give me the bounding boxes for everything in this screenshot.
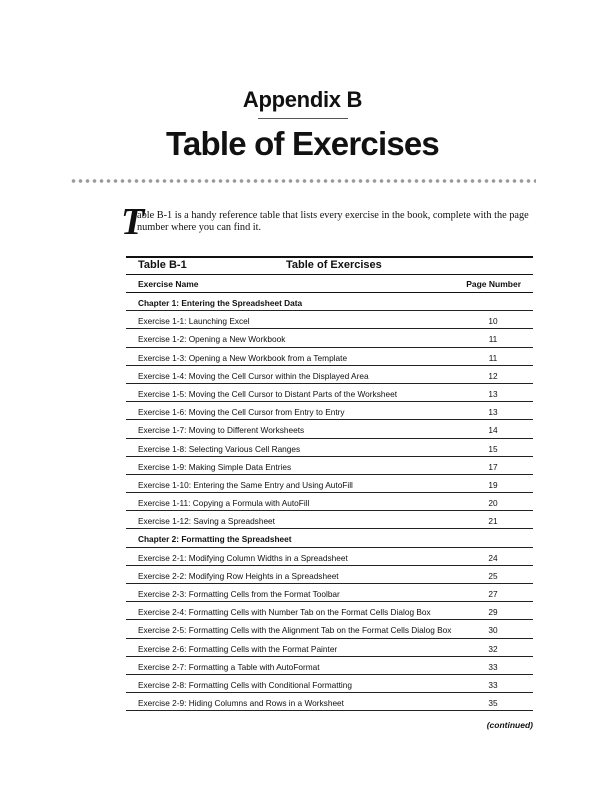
continued-note: (continued) bbox=[486, 720, 533, 730]
table-row bbox=[126, 511, 533, 529]
page-number: 24 bbox=[488, 552, 498, 563]
table-row bbox=[126, 639, 533, 657]
page-number: 27 bbox=[488, 589, 498, 599]
column-header-page-number: Page Number bbox=[466, 279, 521, 289]
appendix-underline bbox=[258, 118, 348, 119]
exercise-name: Exercise 1-3: Opening a New Workbook from a Template bbox=[138, 352, 348, 363]
column-header-exercise-name: Exercise Name bbox=[138, 279, 199, 289]
exercise-name: Exercise 1-5: Moving the Cell Cursor to Distant Parts of the Worksheet bbox=[138, 388, 397, 399]
intro-paragraph bbox=[121, 201, 536, 243]
table-row bbox=[126, 348, 533, 366]
page-number: 14 bbox=[488, 425, 498, 436]
exercise-name: Exercise 2-1: Modifying Column Widths in a Spreadsheet bbox=[138, 552, 348, 563]
page-number: 15 bbox=[488, 443, 498, 454]
page-number: 33 bbox=[488, 679, 498, 690]
page-number: 21 bbox=[488, 516, 498, 527]
page-number: 12 bbox=[488, 370, 498, 381]
page-number: 13 bbox=[488, 407, 498, 418]
table-caption bbox=[126, 259, 533, 274]
exercise-name: Exercise 2-6: Formatting Cells with the Format Painter bbox=[138, 643, 338, 654]
table-row bbox=[126, 402, 533, 420]
table-row bbox=[126, 584, 533, 602]
table-row bbox=[126, 657, 533, 675]
page-number: 32 bbox=[488, 643, 498, 654]
table-column-headers bbox=[126, 275, 533, 292]
dotted-divider bbox=[70, 179, 536, 183]
table-row bbox=[126, 366, 533, 384]
exercise-name: Exercise 1-11: Copying a Formula with AutoFill bbox=[138, 498, 310, 509]
table-row bbox=[126, 602, 533, 620]
page-number: 17 bbox=[488, 461, 498, 472]
table-row bbox=[126, 311, 533, 329]
exercise-name: Exercise 2-8: Formatting Cells with Conditional Formatting bbox=[138, 679, 352, 690]
page-number: 19 bbox=[488, 479, 498, 490]
exercise-name: Exercise 1-1: Launching Excel bbox=[138, 316, 250, 327]
table-row bbox=[126, 548, 533, 566]
chapter-heading: Chapter 2: Formatting the Spreadsheet bbox=[138, 534, 292, 545]
page-number: 35 bbox=[488, 698, 498, 709]
page-number: 13 bbox=[488, 388, 498, 399]
table-number: Table B-1 bbox=[138, 259, 187, 271]
exercise-name: Exercise 1-4: Moving the Cell Cursor within the Displayed Area bbox=[138, 370, 369, 381]
page-number: 11 bbox=[488, 352, 498, 363]
appendix-label: Appendix B bbox=[242, 87, 363, 112]
intro-text: able B-1 is a handy reference table that lists every exercise in the book, complete with the page number where you can find it. bbox=[137, 210, 529, 233]
exercise-name: Exercise 1-12: Saving a Spreadsheet bbox=[138, 516, 275, 527]
table-row bbox=[126, 420, 533, 438]
table-row bbox=[126, 675, 533, 693]
table-row bbox=[126, 693, 533, 711]
table-top-rule bbox=[126, 256, 533, 258]
exercise-name: Exercise 2-7: Formatting a Table with AutoFormat bbox=[138, 661, 320, 672]
exercise-name: Exercise 2-3: Formatting Cells from the Format Toolbar bbox=[138, 589, 340, 599]
exercise-name: Exercise 1-10: Entering the Same Entry and Using AutoFill bbox=[138, 479, 353, 490]
table-row bbox=[126, 384, 533, 402]
page-number: 20 bbox=[488, 498, 498, 509]
exercise-name: Exercise 1-6: Moving the Cell Cursor from Entry to Entry bbox=[138, 407, 345, 418]
exercise-name: Exercise 1-2: Opening a New Workbook bbox=[138, 334, 286, 345]
exercise-name: Exercise 2-4: Formatting Cells with Number Tab on the Format Cells Dialog Box bbox=[138, 607, 431, 618]
page-number: 33 bbox=[488, 661, 498, 672]
page-number: 11 bbox=[488, 334, 498, 345]
exercise-name: Exercise 1-7: Moving to Different Worksheets bbox=[138, 425, 305, 436]
table-row bbox=[126, 620, 533, 638]
exercise-name: Exercise 1-9: Making Simple Data Entries bbox=[138, 461, 292, 472]
chapter-heading: Chapter 1: Entering the Spreadsheet Data bbox=[138, 298, 303, 308]
chapter-heading-row bbox=[126, 529, 533, 547]
table-body bbox=[126, 293, 533, 711]
page-number: 29 bbox=[488, 607, 498, 618]
exercise-name: Exercise 1-8: Selecting Various Cell Ranges bbox=[138, 443, 301, 454]
page-number: 25 bbox=[488, 570, 498, 581]
table-row bbox=[126, 566, 533, 584]
table-row bbox=[126, 493, 533, 511]
table-row bbox=[126, 329, 533, 347]
page-number: 30 bbox=[488, 625, 498, 636]
exercise-name: Exercise 2-9: Hiding Columns and Rows in a Worksheet bbox=[138, 698, 344, 709]
chapter-heading-row bbox=[126, 293, 533, 311]
exercise-name: Exercise 2-5: Formatting Cells with the Alignment Tab on the Format Cells Dialog Box bbox=[138, 625, 452, 636]
table-row bbox=[126, 439, 533, 457]
page-number: 10 bbox=[488, 316, 498, 327]
exercise-name: Exercise 2-2: Modifying Row Heights in a Spreadsheet bbox=[138, 570, 339, 581]
drop-cap: T bbox=[121, 201, 145, 243]
table-row bbox=[126, 457, 533, 475]
page-title: Table of Exercises bbox=[166, 125, 439, 162]
table-row bbox=[126, 475, 533, 493]
table-title: Table of Exercises bbox=[286, 259, 382, 271]
